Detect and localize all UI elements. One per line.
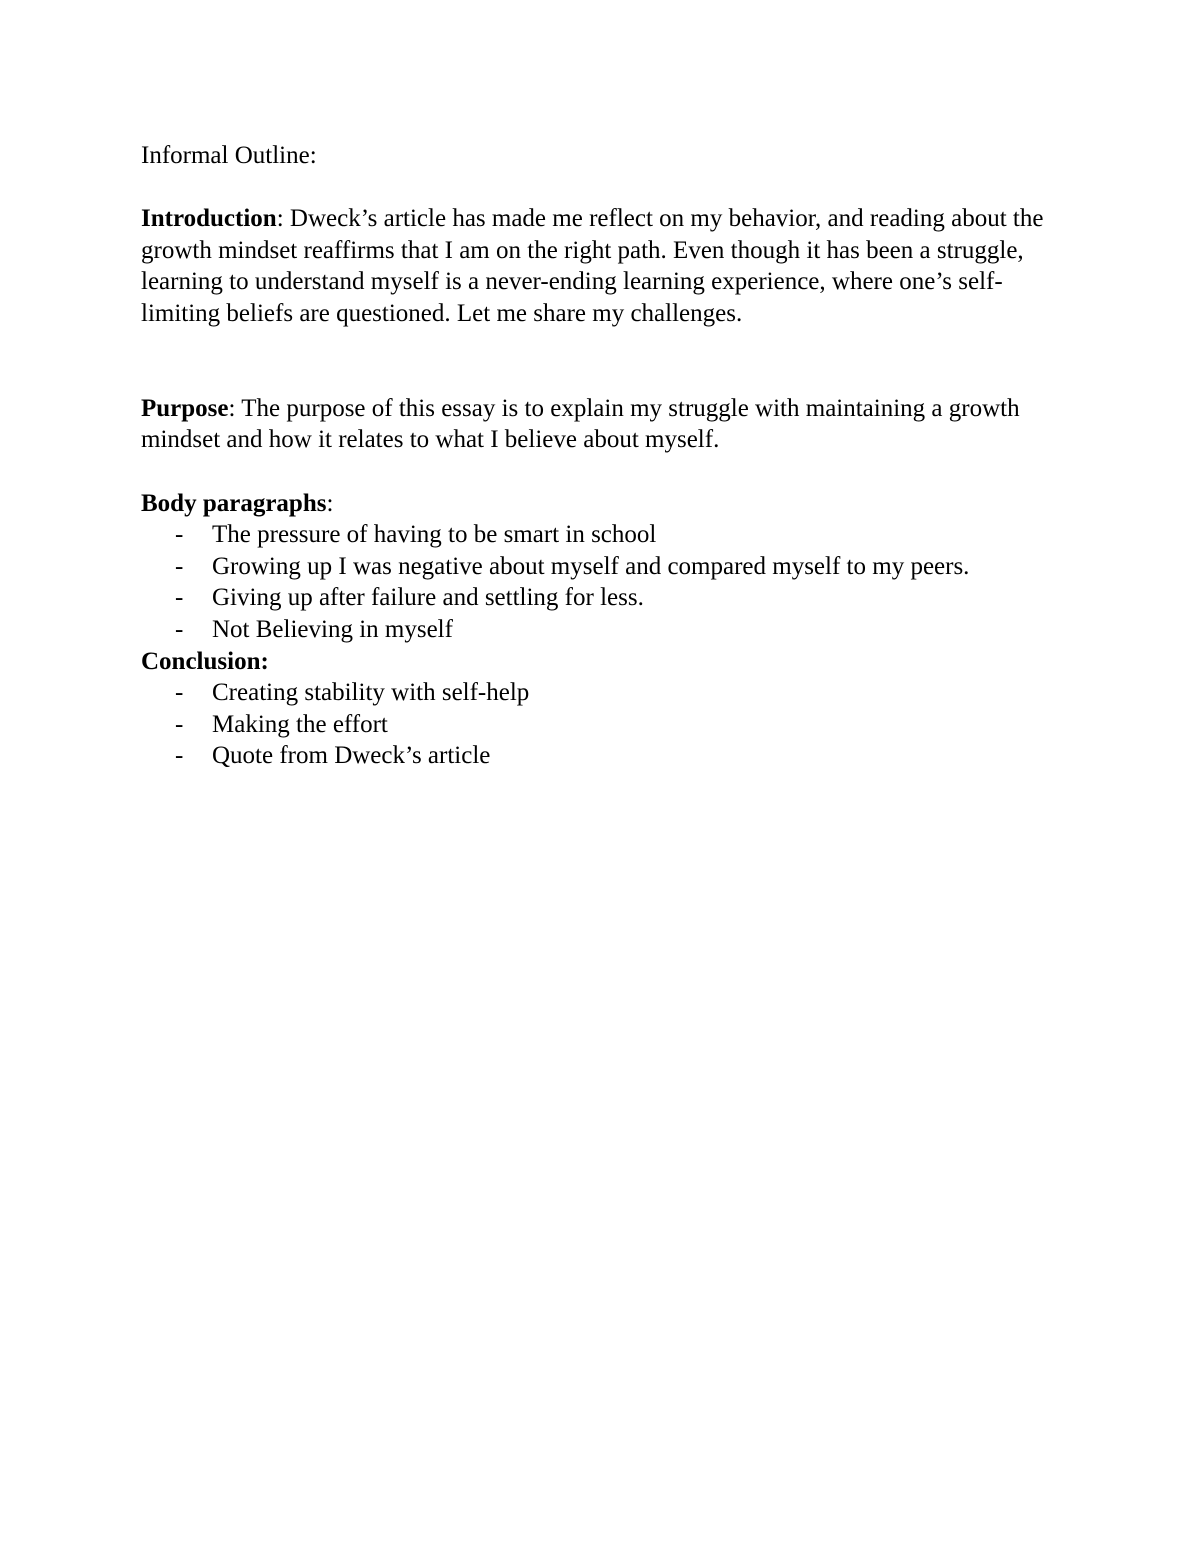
purpose-label: Purpose <box>141 394 229 422</box>
list-item <box>141 582 1061 614</box>
dash-bullet: - <box>175 742 184 770</box>
list-item-text: Not Believing in myself <box>212 615 453 643</box>
list-item-text: Making the effort <box>212 710 388 738</box>
purpose-text: The purpose of this essay is to explain my struggle with maintaining a growth mindset and how it relates to what I believe about myself. <box>141 394 1020 454</box>
document-body <box>141 140 1061 772</box>
dash-bullet: - <box>175 710 184 738</box>
list-item-text: Quote from Dweck’s article <box>212 742 491 770</box>
purpose-paragraph <box>141 393 1061 456</box>
dash-bullet: - <box>175 521 184 549</box>
body-paragraphs-label: Body paragraphs <box>141 489 327 517</box>
introduction-text: Dweck’s article has made me reflect on my behavior, and reading about the growth mindset reaffirms that I am on the right path. Even though it has been a struggle, learning to understand myself is a never-ending learning experience, where one’s self-limiting beliefs are questioned. Let me share my challenges. <box>141 205 1044 327</box>
list-item-text: The pressure of having to be smart in school <box>212 521 657 549</box>
spacer <box>141 330 1061 393</box>
list-item <box>141 551 1061 583</box>
list-item-text: Creating stability with self-help <box>212 679 530 707</box>
introduction-label: Introduction <box>141 205 277 233</box>
list-item <box>141 677 1061 709</box>
list-item-text: Growing up I was negative about myself and compared myself to my peers. <box>212 552 970 580</box>
dash-bullet: - <box>175 584 184 612</box>
list-item-text: Giving up after failure and settling for less. <box>212 584 644 612</box>
introduction-separator: : <box>276 205 284 233</box>
introduction-paragraph <box>141 203 1061 329</box>
conclusion-list <box>141 677 1061 772</box>
body-paragraphs-separator: : <box>326 489 334 517</box>
purpose-separator: : <box>228 394 236 422</box>
document-heading: Informal Outline: <box>141 142 317 169</box>
list-item <box>141 519 1061 551</box>
dash-bullet: - <box>175 679 184 707</box>
spacer <box>141 172 1061 204</box>
list-item <box>141 709 1061 741</box>
body-paragraphs-heading <box>141 488 1061 520</box>
spacer <box>141 456 1061 488</box>
body-paragraphs-list <box>141 519 1061 645</box>
dash-bullet: - <box>175 615 184 643</box>
dash-bullet: - <box>175 552 184 580</box>
conclusion-heading: Conclusion: <box>141 647 269 675</box>
list-item <box>141 740 1061 772</box>
list-item <box>141 614 1061 646</box>
